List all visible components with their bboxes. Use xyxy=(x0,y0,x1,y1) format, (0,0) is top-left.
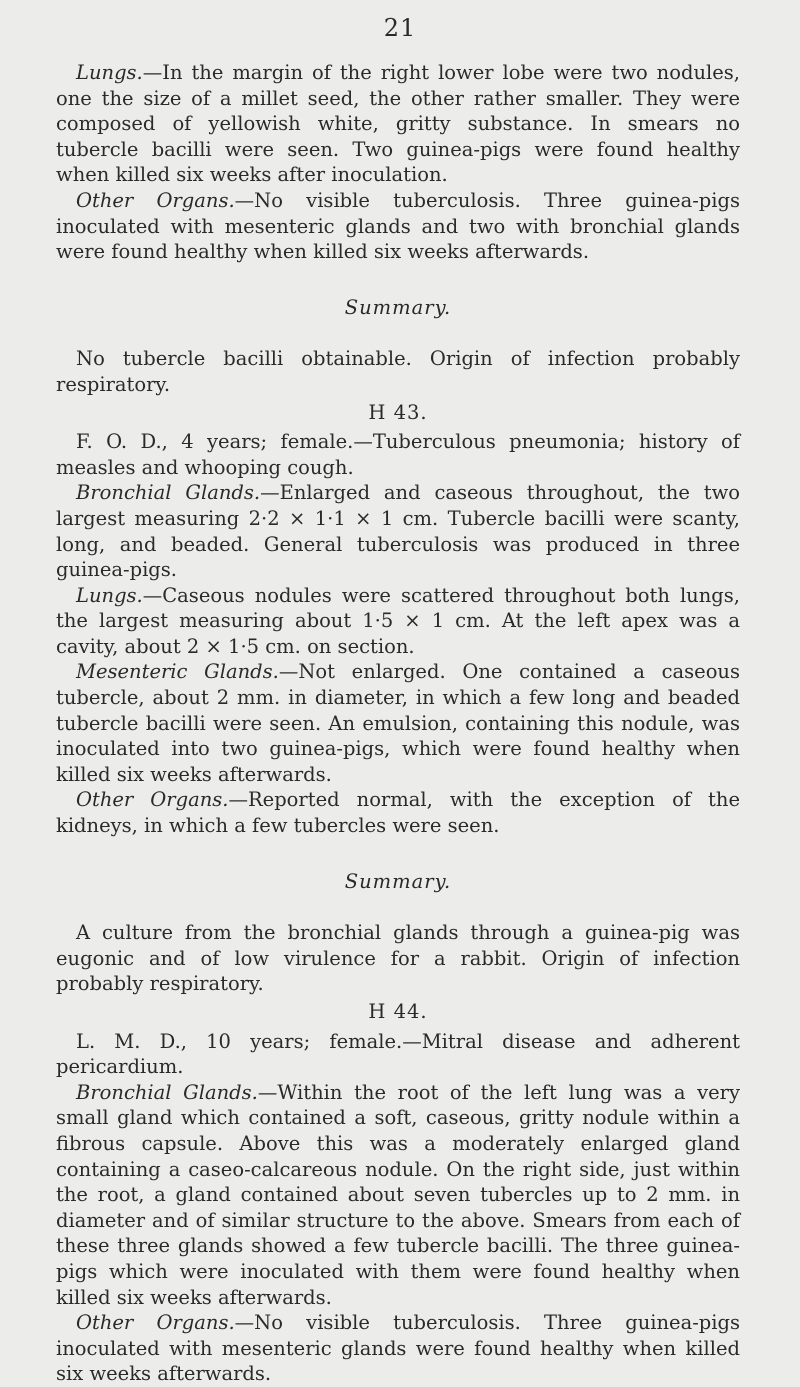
paragraph-text: —Within the root of the left lung was a very small gland which contained a soft, caseous, gritty nodule within a fibrous capsule. Above this was a moderately enlarged gland containing a caseo-calcareous nodule. On the right side, just within the root, a gland contained about seven tubercles up to 2 mm. in diameter and of similar structure to the above. Smears from each of these three glands showed a few tubercle bacilli. The three guinea-pigs which were inoculated with them were found healthy when killed six weeks afterwards. xyxy=(56,1080,741,1309)
paragraph-lungs xyxy=(56,60,740,188)
paragraph-text: —No visible tuberculosis. Three guinea-pigs inoculated with mesenteric glands were found healthy when killed six weeks afterwards. xyxy=(56,1311,741,1386)
paragraph-lungs xyxy=(56,583,740,660)
paragraph-label: Bronchial Glands. xyxy=(76,1080,258,1104)
paragraph-text: —Enlarged and caseous throughout, the two largest measuring 2·2 × 1·1 × 1 cm. Tubercle bacilli were scanty, long, and beaded. General tuberculosis was produced in three guinea-pigs. xyxy=(56,481,740,582)
paragraph-label: Bronchial Glands. xyxy=(76,481,261,505)
summary-text: No tubercle bacilli obtainable. Origin of infection probably respiratory. xyxy=(56,347,740,396)
paragraph-other-organs xyxy=(56,1310,740,1387)
paragraph-bronchial-glands xyxy=(56,480,740,582)
paragraph-text: —In the margin of the right lower lobe were two nodules, one the size of a millet seed, the other rather smaller. They were composed of yellowish white, gritty substance. In smears no tubercle bacilli were seen. Two guinea-pigs were found healthy when killed six weeks after inoculation. xyxy=(56,61,740,187)
paragraph-label: Other Organs. xyxy=(76,1311,235,1335)
paragraph-label: Lungs. xyxy=(76,583,143,607)
summary-heading: Summary. xyxy=(344,869,452,893)
case-intro: L. M. D., 10 years; female.—Mitral disease and adherent pericardium. xyxy=(56,1029,740,1079)
paragraph-label: Lungs. xyxy=(76,61,143,84)
paragraph-text: —Reported normal, with the exception of the kidneys, in which a few tubercles were seen. xyxy=(56,788,740,838)
case-heading-h44: H 44. xyxy=(368,1000,428,1023)
paragraph-text: —Caseous nodules were scattered throughout both lungs, the largest measuring about 1·5 × 1 cm. At the left apex was a cavity, about 2 × 1·5 cm. on section. xyxy=(56,583,740,658)
paragraph-label: Mesenteric Glands. xyxy=(76,660,279,684)
paragraph-text: —Not enlarged. One contained a caseous tubercle, about 2 mm. in diameter, in which a few long and beaded tubercle bacilli were seen. An emulsion, containing this nodule, was inoculated into two guinea-pigs, which were found healthy when killed six weeks afterwards. xyxy=(56,660,740,786)
page-number: 21 xyxy=(383,14,417,42)
case-heading-h43: H 43. xyxy=(368,400,428,424)
paragraph-mesenteric-glands xyxy=(56,659,740,787)
paragraph-other-organs xyxy=(56,188,740,265)
paragraph-bronchial-glands xyxy=(56,1080,740,1310)
paragraph-other-organs xyxy=(56,787,740,838)
summary-heading: Summary. xyxy=(344,295,452,319)
paragraph-label: Other Organs. xyxy=(76,188,235,212)
summary-text: A culture from the bronchial glands through a guinea-pig was eugonic and of low virulence for a rabbit. Origin of infection probably respiratory. xyxy=(56,921,740,996)
paragraph-label: Other Organs. xyxy=(76,788,229,812)
paragraph-text: —No visible tuberculosis. Three guinea-pigs inoculated with mesenteric glands and two with bronchial glands were found healthy when killed six weeks afterwards. xyxy=(56,188,741,264)
case-intro: F. O. D., 4 years; female.—Tuberculous pneumonia; history of measles and whooping cough. xyxy=(56,430,740,479)
